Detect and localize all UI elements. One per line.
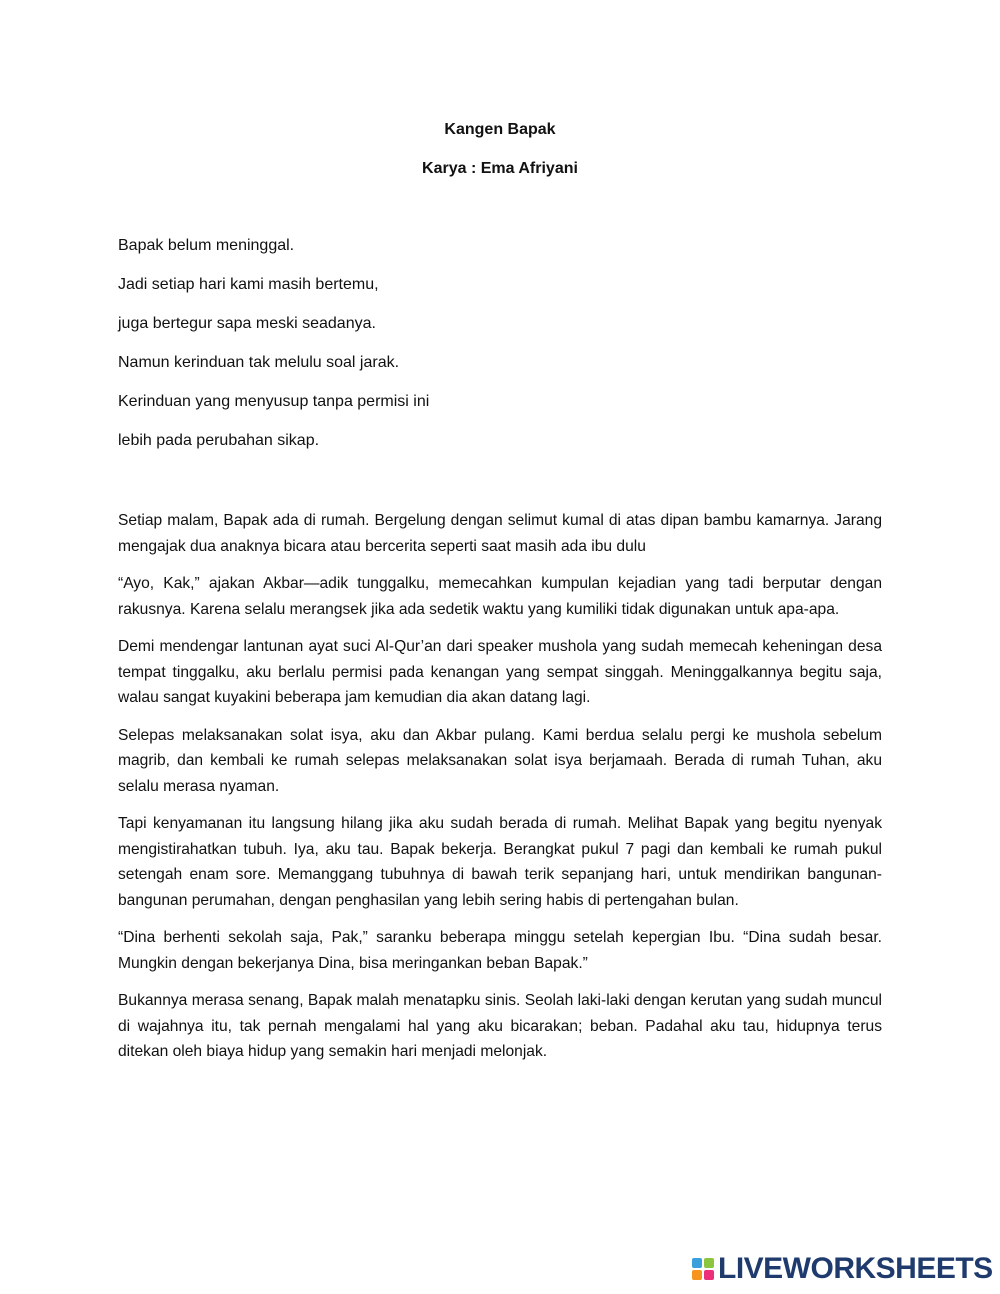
story-paragraph: Tapi kenyamanan itu langsung hilang jika aku sudah berada di rumah. Melihat Bapak yang begitu nyenyak mengistirahatkan tubuh. Iya, aku tau. Bapak bekerja. Berangkat pukul 7 pagi dan kembali ke rumah pukul setengah enam sore. Memanggang tubuhnya di bawah terik sepanjang hari, untuk mendirikan bangunan-bangunan perumahan, dengan penghasilan yang lebih sering habis di pertengahan bulan. [118, 815, 882, 909]
story-paragraph: “Dina berhenti sekolah saja, Pak,” saranku beberapa minggu setelah kepergian Ibu. “Dina sudah besar. Mungkin dengan bekerjanya Dina, bisa meringankan beban Bapak.” [118, 929, 882, 972]
logo-tile [704, 1258, 714, 1268]
logo-wordmark: LIVEWORKSHEETS [718, 1252, 993, 1285]
logo-tile [692, 1258, 702, 1268]
poem-line: Kerinduan yang menyusup tanpa permisi ini [118, 393, 430, 410]
story-paragraph: Setiap malam, Bapak ada di rumah. Bergelung dengan selimut kumal di atas dipan bambu kamarnya. Jarang mengajak dua anaknya bicara atau bercerita seperti saat masih ada ibu dulu [118, 512, 882, 555]
logo-tile [692, 1270, 702, 1280]
author-line: Karya : Ema Afriyani [422, 160, 578, 177]
poem-line: Bapak belum meninggal. [118, 237, 295, 254]
liveworksheets-grid-icon [692, 1258, 714, 1280]
poem-line: lebih pada perubahan sikap. [118, 432, 320, 449]
story-body [118, 508, 882, 1077]
story-paragraph: Selepas melaksanakan solat isya, aku dan Akbar pulang. Kami berdua selalu pergi ke mushola sebelum magrib, dan kembali ke rumah selepas melaksanakan solat isya berjamaah. Berada di rumah Tuhan, aku selalu merasa nyaman. [118, 726, 882, 795]
liveworksheets-logo[interactable] [692, 1252, 993, 1286]
story-title: Kangen Bapak [444, 121, 556, 138]
story-paragraph: Bukannya merasa senang, Bapak malah menatapku sinis. Seolah laki-laki dengan kerutan yang sudah muncul di wajahnya itu, tak pernah mengalami hal yang aku bicarakan; beban. Padahal aku tau, hidupnya terus ditekan oleh biaya hidup yang semakin hari menjadi melonjak. [118, 992, 882, 1060]
poem-stanza [118, 236, 818, 470]
poem-line: Namun kerinduan tak melulu soal jarak. [118, 354, 400, 371]
story-paragraph: “Ayo, Kak,” ajakan Akbar—adik tunggalku, memecahkan kumpulan kejadian yang tadi berputar dengan rakusnya. Karena selalu merangsek jika ada sedetik waktu yang kumiliki tidak digunakan untuk apa-apa. [118, 575, 882, 618]
logo-tile [704, 1270, 714, 1280]
poem-line: Jadi setiap hari kami masih bertemu, [118, 276, 379, 293]
story-paragraph: Demi mendengar lantunan ayat suci Al-Qur’an dari speaker mushola yang sudah memecah keheningan desa tempat tinggalku, aku berlalu permisi pada kenangan yang sempat singgah. Meninggalkannya begitu saja, walau sangat kuyakini beberapa jam kemudian dia akan datang lagi. [118, 638, 882, 706]
poem-line: juga bertegur sapa meski seadanya. [118, 315, 376, 332]
